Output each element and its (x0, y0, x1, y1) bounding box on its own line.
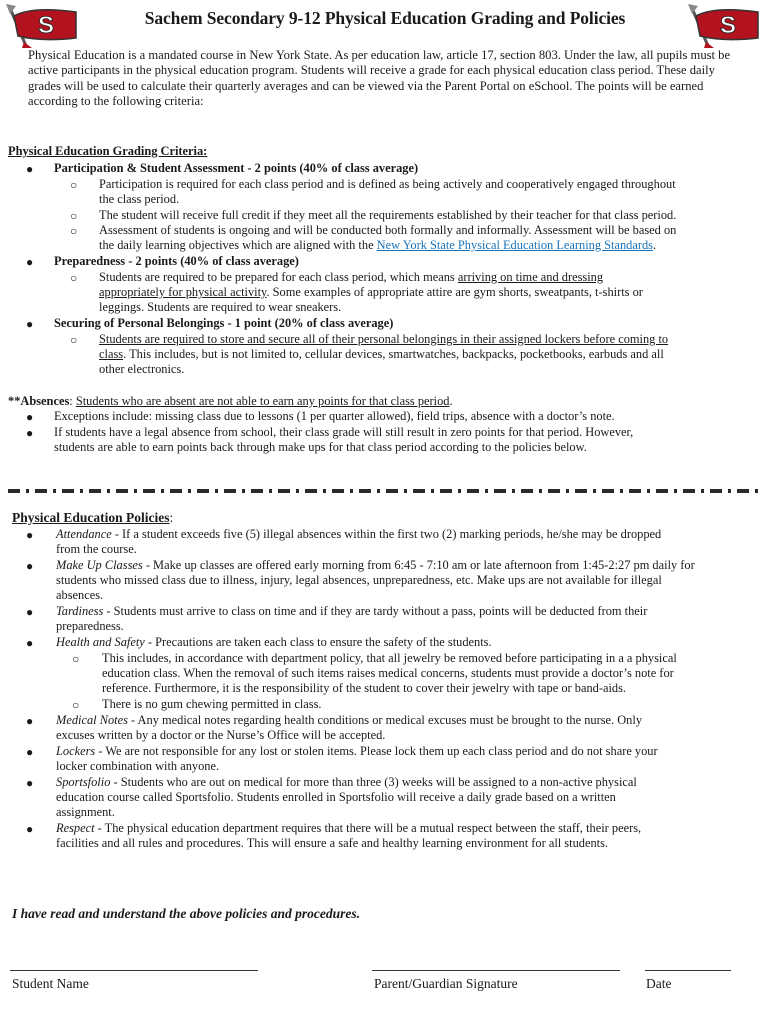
date-line[interactable] (645, 970, 731, 972)
policy-sportsfolio-3: assignment. (56, 805, 115, 819)
bullet-icon: ● (26, 410, 34, 424)
intro-paragraph: Physical Education is a mandated course in New York State. As per education law, article 17, section 803. Under the law, all pupils must be active participants in the physical education program. Students will receive a grade for each physical education class period. These daily grades will be used to calculate their quarterly averages and can be viewed via the Parent Portal on eSchool. The points will be earned according to the following criteria: (28, 48, 731, 109)
grading-heading: Physical Education Grading Criteria: (8, 144, 208, 158)
absence-exceptions: Exceptions include: missing class due to lessons (1 per quarter allowed), field trips, absence with a doctor’s note. (54, 409, 615, 423)
policy-makeup-3: absences. (56, 588, 104, 602)
circle-bullet-icon: ○ (70, 333, 78, 347)
securing-text-2: class. This includes, but is not limited to, cellular devices, smartwatches, backpacks, pocketbooks, earbuds and all (99, 347, 664, 361)
bullet-icon: ● (26, 776, 34, 790)
circle-bullet-icon: ○ (70, 209, 78, 223)
bullet-icon: ● (26, 162, 34, 176)
bullet-icon: ● (26, 822, 34, 836)
policy-lockers-2: locker combination with anyone. (56, 759, 220, 773)
participation-title: Participation & Student Assessment - 2 points (40% of class average) (54, 161, 419, 175)
bullet-icon: ● (26, 714, 34, 728)
policy-medical-2: excuses written by a doctor or the Nurse’s Office will be accepted. (56, 728, 386, 742)
policy-safety-jewelry-2: education class. When the removal of such items raises medical concerns, students must provide a doctor’s note for (102, 666, 674, 680)
circle-bullet-icon: ○ (70, 271, 78, 285)
securing-text-1: Students are required to store and secure all of their personal belongings in their assigned lockers before coming to (99, 332, 669, 346)
preparedness-text-2: appropriately for physical activity. Some examples of appropriate attire are gym shorts, sweatpants, t-shirts or (99, 285, 643, 299)
page-title: Sachem Secondary 9-12 Physical Education Grading and Policies (144, 8, 626, 28)
bullet-icon: ● (26, 426, 34, 440)
bullet-icon: ● (26, 528, 34, 542)
circle-bullet-icon: ○ (72, 698, 80, 712)
securing-title: Securing of Personal Belongings - 1 point (20% of class average) (54, 316, 394, 330)
policy-makeup-2: students who missed class due to illness, injury, legal absences, unpreparedness, etc. Make ups are not available for illegal (56, 573, 662, 587)
securing-text-3: other electronics. (99, 362, 185, 376)
policy-respect-2: facilities and all rules and procedures. This will ensure a safe and healthy learning environment for all students. (56, 836, 609, 850)
circle-bullet-icon: ○ (70, 178, 78, 192)
absence-legal-1: If students have a legal absence from school, their class grade will still result in zero points for that period. However, (54, 425, 634, 439)
circle-bullet-icon: ○ (72, 652, 80, 666)
bullet-icon: ● (26, 636, 34, 650)
logo-letter: S (37, 12, 55, 39)
policy-tardiness: Tardiness - Students must arrive to class on time and if they are tardy without a pass, points will be deducted from their (56, 604, 648, 618)
bullet-icon: ● (26, 317, 34, 331)
bullet-icon: ● (26, 559, 34, 573)
policy-tardiness-2: preparedness. (56, 619, 124, 633)
participation-text-3: Assessment of students is ongoing and will be conducted both formally and informally. Assessment will be based on (99, 223, 677, 237)
preparedness-title: Preparedness - 2 points (40% of class average) (54, 254, 299, 268)
participation-text-1: Participation is required for each class period and is defined as being actively and cooperatively engaged throughout (99, 177, 676, 191)
parent-signature-line[interactable] (372, 970, 620, 972)
policy-makeup: Make Up Classes - Make up classes are offered early morning from 6:45 - 7:10 am or late afternoon from 1:45-2:27 pm daily for (56, 558, 695, 572)
learning-standards-link[interactable]: New York State Physical Education Learning Standards (376, 238, 654, 252)
policy-safety: Health and Safety - Precautions are taken each class to ensure the safety of the students. (56, 635, 492, 649)
policy-sportsfolio-2: education course called Sportsfolio. Students enrolled in Sportsfolio will receive a daily grade based on a written (56, 790, 616, 804)
policy-attendance-2: from the course. (56, 542, 137, 556)
policy-medical: Medical Notes - Any medical notes regarding health conditions or medical excuses must be brought to the nurse. Only (56, 713, 643, 727)
section-divider (8, 489, 764, 493)
preparedness-text-3: leggings. Students are required to wear sneakers. (99, 300, 342, 314)
circle-bullet-icon: ○ (70, 224, 78, 238)
bullet-icon: ● (26, 255, 34, 269)
policy-respect: Respect - The physical education department requires that there will be a mutual respect between the staff, their peers, (56, 821, 642, 835)
date-label: Date (646, 976, 672, 991)
participation-text-3b: the daily learning objectives which are aligned with the New York State Physical Education Learning Standards. (99, 238, 657, 252)
sachem-logo-left (2, 2, 80, 50)
student-name-label: Student Name (12, 976, 89, 991)
logo-letter: S (719, 12, 737, 39)
bullet-icon: ● (26, 745, 34, 759)
policy-lockers: Lockers - We are not responsible for any lost or stolen items. Please lock them up each class period and do not share your (56, 744, 658, 758)
participation-text-2: The student will receive full credit if they meet all the requirements established by their teacher for that class period. (99, 208, 677, 222)
sachem-logo-right (684, 2, 762, 50)
acknowledgement: I have read and understand the above policies and procedures. (12, 906, 361, 921)
student-name-line[interactable] (10, 970, 258, 972)
policy-safety-jewelry-1: This includes, in accordance with department policy, that all jewelry be removed before participating in a a physical (102, 651, 677, 665)
absences-line: **Absences: Students who are absent are not able to earn any points for that class period. (8, 394, 453, 408)
bullet-icon: ● (26, 605, 34, 619)
absence-legal-2: students are able to earn points back through make ups for that class period according to the policies below. (54, 440, 587, 454)
policy-safety-jewelry-3: reference. Furthermore, it is the responsibility of the student to cover their jewelry with tape or band-aids. (102, 681, 627, 695)
policies-heading: Physical Education Policies: (12, 510, 174, 525)
policy-attendance: Attendance - If a student exceeds five (5) illegal absences within the first two (2) marking periods, he/she may be dropped (56, 527, 662, 541)
policy-safety-gum: There is no gum chewing permitted in class. (102, 697, 322, 711)
parent-signature-label: Parent/Guardian Signature (374, 976, 518, 991)
policy-sportsfolio: Sportsfolio - Students who are out on medical for more than three (3) weeks will be assigned to a non-active physical (56, 775, 637, 789)
participation-text-1b: the class period. (99, 192, 180, 206)
preparedness-text-1: Students are required to be prepared for each class period, which means arriving on time and dressing (99, 270, 604, 284)
